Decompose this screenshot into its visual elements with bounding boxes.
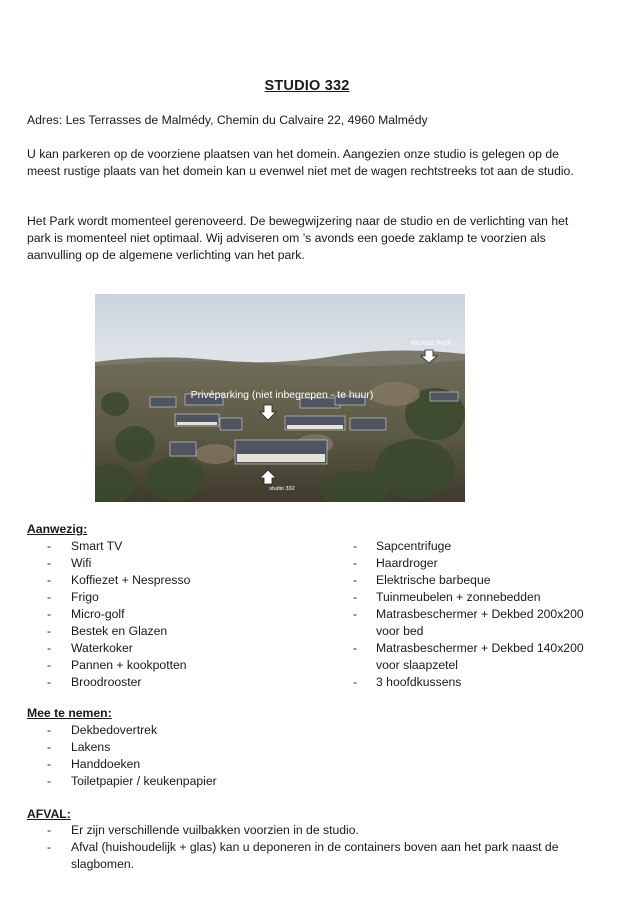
- parking-paragraph: U kan parkeren op de voorziene plaatsen van het domein. Aangezien onze studio is gelegen op de meest rustige plaats van het domein kan u evenwel niet met de wagen rechtstreeks tot aan de studio.: [27, 147, 574, 178]
- list-item: - Handdoeken: [27, 756, 327, 773]
- address-line: Adres: Les Terrasses de Malmédy, Chemin du Calvaire 22, 4960 Malmédy: [27, 113, 428, 127]
- list-item: - Smart TV: [27, 538, 327, 555]
- parking-label: Privéparking (niet inbegrepen - te huur): [190, 389, 374, 401]
- list-item: - Dekbedovertrek: [27, 722, 327, 739]
- list-item: - Koffiezet + Nespresso: [27, 572, 327, 589]
- list-item: - Micro-golf: [27, 606, 327, 623]
- page-title: STUDIO 332: [264, 78, 350, 94]
- list-item: - Pannen + kookpotten: [27, 657, 327, 674]
- list-item: - Matrasbeschermer + Dekbed 200x200 voor bed: [353, 606, 613, 640]
- list-item: - Haardroger: [353, 555, 613, 572]
- meenemen-heading: Mee te nemen:: [27, 706, 112, 720]
- afval-list: [27, 822, 592, 873]
- list-item: - Bestek en Glazen: [27, 623, 327, 640]
- list-item: - Matrasbeschermer + Dekbed 140x200 voor slaapzetel: [353, 640, 613, 674]
- list-item: - Wifi: [27, 555, 327, 572]
- list-item: - Broodrooster: [27, 674, 327, 691]
- list-item: - Sapcentrifuge: [353, 538, 613, 555]
- list-item: - Afval (huishoudelijk + glas) kan u deponeren in de containers boven aan het park naast de slagbomen.: [27, 839, 592, 873]
- list-item: - Frigo: [27, 589, 327, 606]
- studio-label: studio 332: [269, 486, 295, 492]
- aerial-photo-drawing: [95, 294, 465, 502]
- list-item: - Tuinmeubelen + zonnebedden: [353, 589, 613, 606]
- aanwezig-left-list: [27, 538, 327, 691]
- list-item: - Waterkoker: [27, 640, 327, 657]
- renovation-paragraph: Het Park wordt momenteel gerenoveerd. De bewegwijzering naar de studio en de verlichting van het park is momenteel niet optimaal. Wij adviseren om ’s avonds een goede zaklamp te voorzien als aanvulling op de algemene verlichting van het park.: [27, 214, 569, 262]
- list-item: - Er zijn verschillende vuilbakken voorzien in de studio.: [27, 822, 592, 839]
- afval-heading: AFVAL:: [27, 807, 71, 821]
- list-item: - 3 hoofdkussens: [353, 674, 613, 691]
- list-item: - Elektrische barbeque: [353, 572, 613, 589]
- aerial-photo: [95, 294, 465, 502]
- aanwezig-right-list: [353, 538, 613, 691]
- list-item: - Lakens: [27, 739, 327, 756]
- list-item: - Toiletpapier / keukenpapier: [27, 773, 327, 790]
- entrance-label: INGANG PARK: [410, 341, 452, 347]
- meenemen-list: [27, 722, 327, 790]
- aanwezig-heading: Aanwezig:: [27, 522, 88, 536]
